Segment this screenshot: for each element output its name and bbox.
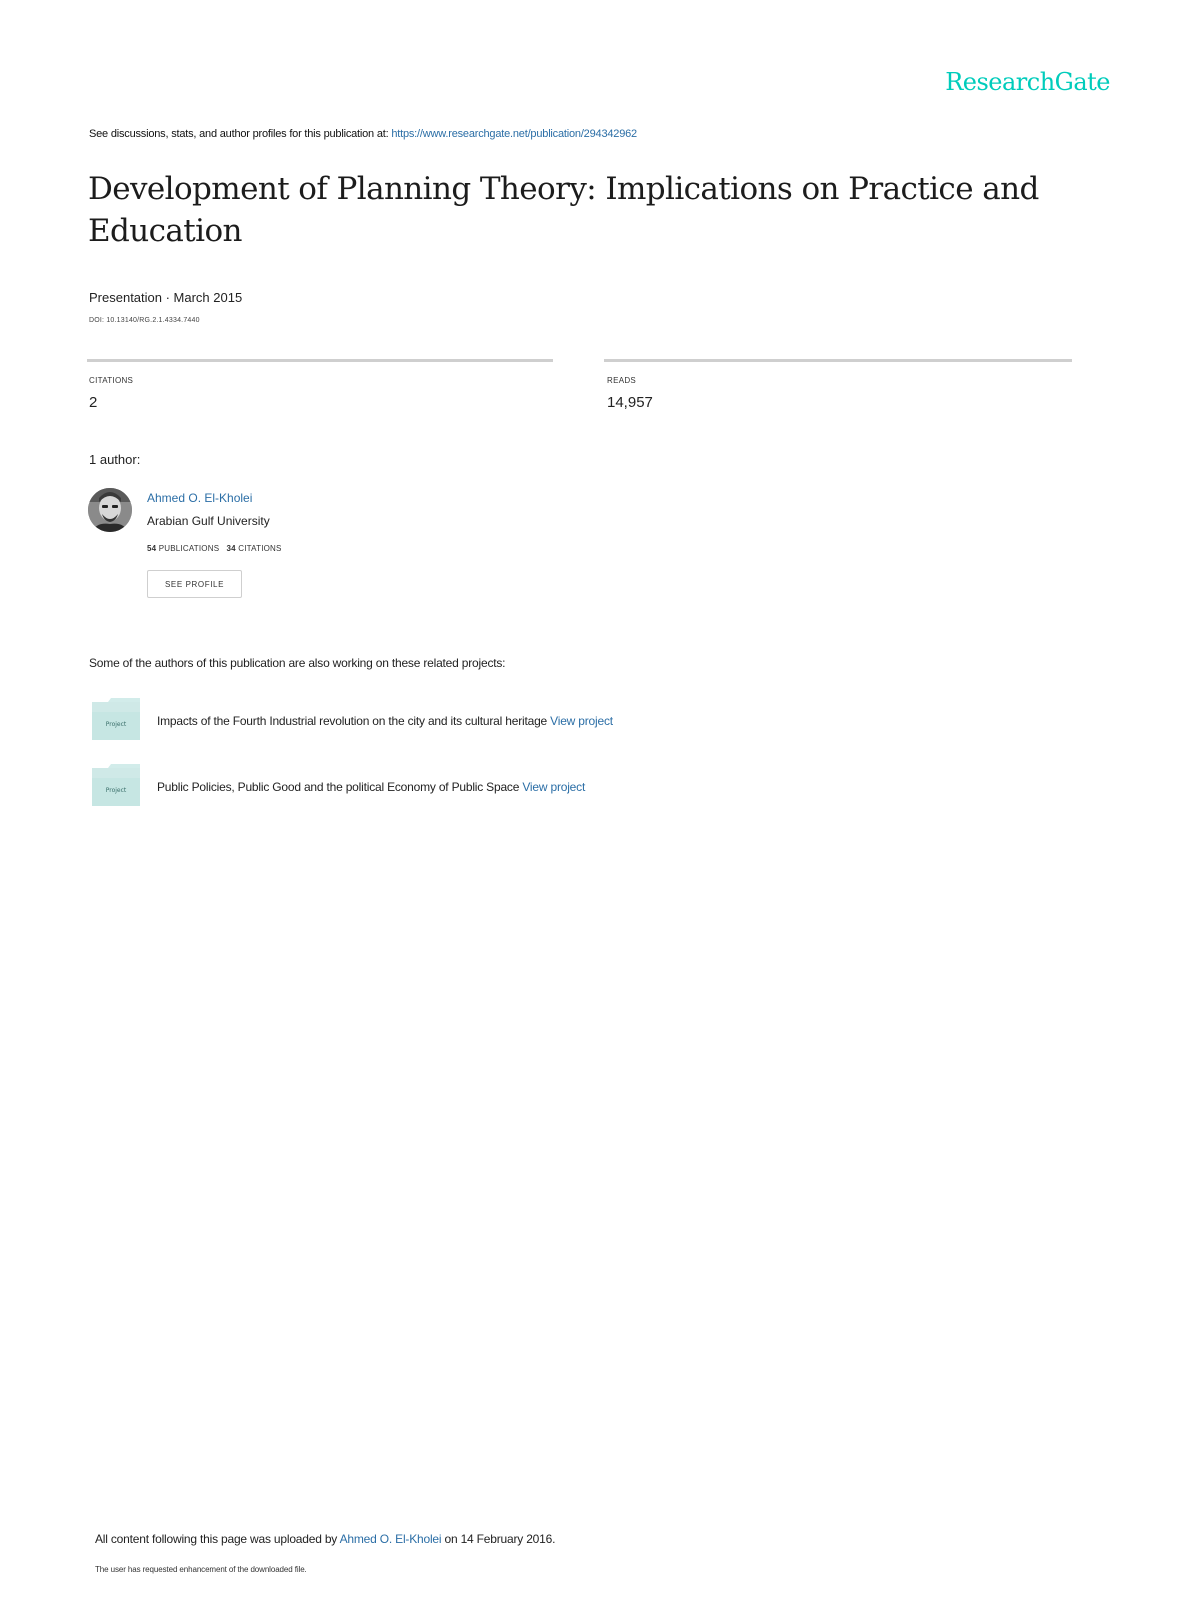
project-icon-label: Project (105, 787, 127, 794)
author-institution: Arabian Gulf University (147, 514, 270, 528)
related-project-text: Public Policies, Public Good and the political Economy of Public Space (157, 780, 523, 794)
author-name-link[interactable]: Ahmed O. El-Kholei (147, 491, 253, 505)
see-discussions-text: See discussions, stats, and author profiles for this publication at: (89, 128, 392, 140)
author-publications-count: 54 (147, 544, 157, 553)
publication-type-date: Presentation · March 2015 (89, 290, 243, 305)
view-project-link[interactable]: View project (550, 714, 613, 728)
related-project-text: Impacts of the Fourth Industrial revolution on the city and its cultural heritage (157, 714, 551, 728)
reads-divider (604, 359, 1072, 362)
publication-title: Development of Planning Theory: Implications on Practice and Education (88, 171, 1039, 249)
see-profile-button[interactable]: SEE PROFILE (147, 570, 242, 598)
uploaded-suffix: on 14 February 2016. (441, 1532, 556, 1546)
uploaded-by-line (95, 1532, 555, 1546)
citations-value: 2 (89, 394, 98, 411)
project-folder-icon (92, 764, 140, 806)
project-icon-label: Project (105, 721, 127, 728)
author-citations-count: 34 (226, 544, 236, 553)
download-footnote: The user has requested enhancement of the downloaded file. (95, 1565, 307, 1574)
related-projects-intro: Some of the authors of this publication are also working on these related projects: (89, 656, 506, 670)
researchgate-logo[interactable]: ResearchGate (945, 68, 1110, 96)
reads-label: READS (607, 376, 637, 385)
authors-count: 1 author: (89, 452, 141, 467)
uploaded-prefix: All content following this page was uploaded by (95, 1532, 340, 1546)
publication-url-link[interactable]: https://www.researchgate.net/publication/294342962 (391, 128, 637, 140)
view-project-link[interactable]: View project (522, 780, 586, 794)
reads-value: 14,957 (607, 394, 653, 411)
citations-label: CITATIONS (89, 376, 134, 385)
author-citations-label: CITATIONS (238, 544, 282, 553)
avatar-portrait-icon (88, 488, 132, 532)
author-avatar[interactable] (88, 488, 132, 532)
uploader-name-link[interactable]: Ahmed O. El-Kholei (339, 1532, 442, 1546)
related-project-item (157, 714, 613, 728)
see-discussions-line (89, 128, 637, 140)
author-stats (147, 544, 282, 553)
citations-divider (87, 359, 553, 362)
author-publications-label: PUBLICATIONS (158, 544, 220, 553)
publication-doi: DOI: 10.13140/RG.2.1.4334.7440 (89, 317, 200, 324)
project-folder-icon (92, 698, 140, 740)
related-project-item (157, 780, 585, 794)
